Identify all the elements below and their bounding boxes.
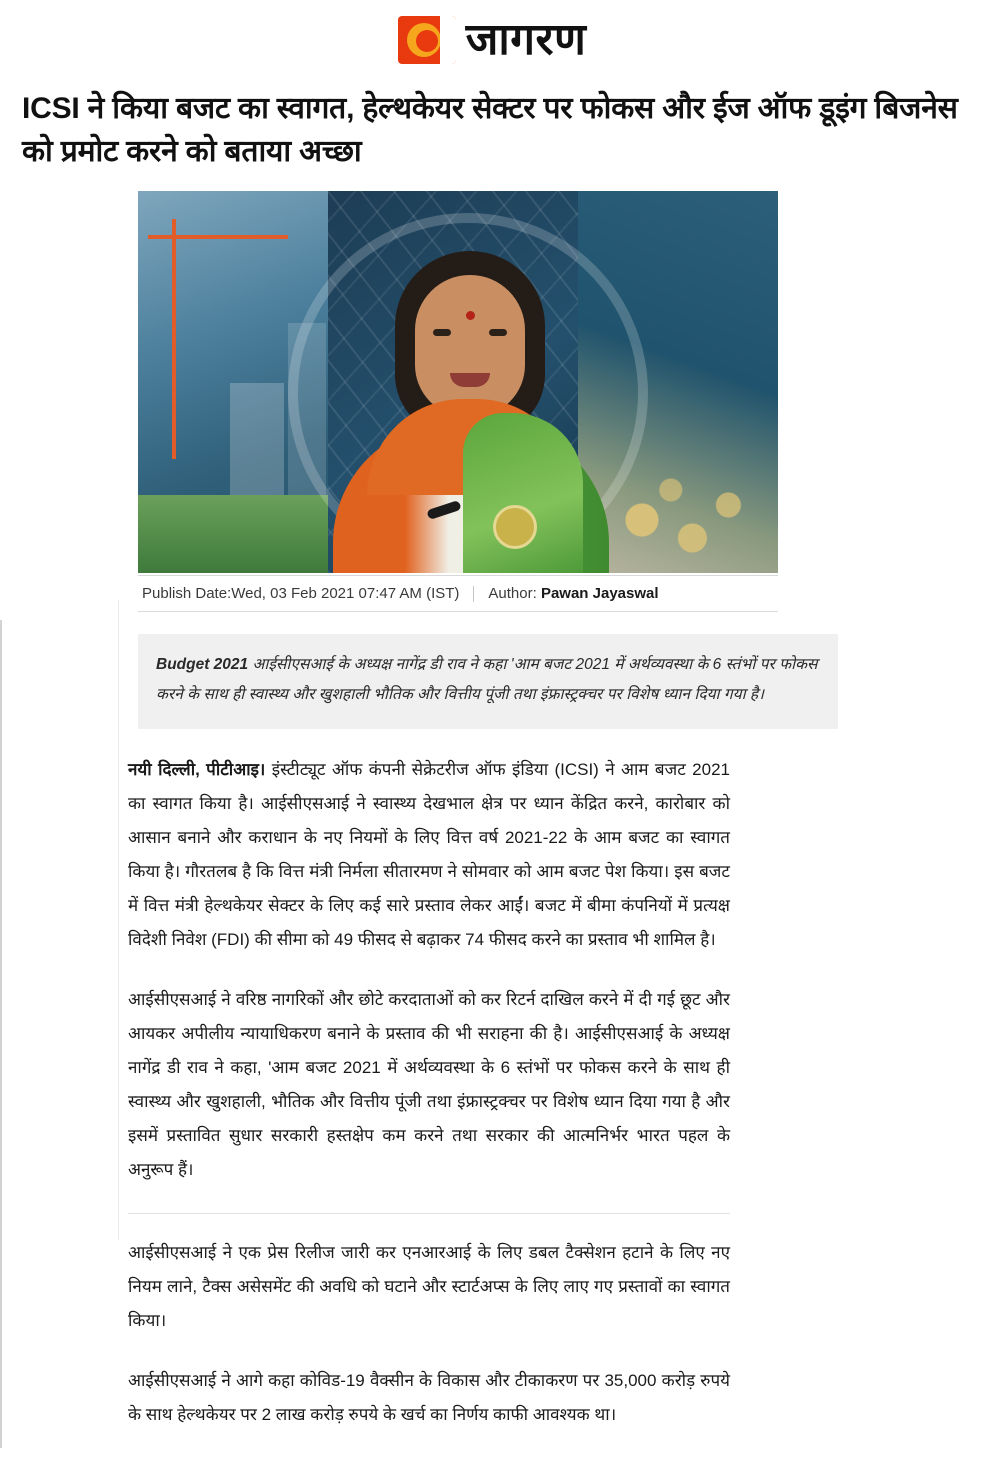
- summary-text: आईसीएसआई के अध्यक्ष नागेंद्र डी राव ने कहा 'आम बजट 2021 में अर्थव्यवस्था के 6 स्तंभों पर फोकस करने के साथ ही स्वास्थ्य और खुशहाली भौतिक और वित्तीय पूंजी तथा इंफ्रास्ट्रक्चर पर विशेष ध्यान दिया गया है।: [156, 656, 818, 704]
- paragraph-text: इंस्टीट्यूट ऑफ कंपनी सेक्रेटरीज ऑफ इंडिया (ICSI) ने आम बजट 2021 का स्वागत किया है। आईसीएसआई ने स्वास्थ्य देखभाल क्षेत्र पर ध्यान केंद्रित करने, कारोबार को आसान बनाने और कराधान के नए नियमों के लिए वित्त वर्ष 2021-22 के आम बजट का स्वागत किया है। गौरतलब है कि वित्त मंत्री निर्मला सीतारमण ने सोमवार को आम बजट पेश किया। इस बजट में वित्त मंत्री हेल्थकेयर सेक्टर के लिए कई सारे प्रस्ताव लेकर आईं। बजट में बीमा कंपनियों में प्रत्यक्ष विदेशी निवेश (FDI) की सीमा को 49 फीसद से बढ़ाकर 74 फीसद करने का प्रस्ताव भी शामिल है।: [128, 759, 731, 949]
- article-body: [128, 753, 730, 1432]
- byline: [138, 575, 778, 612]
- author-group: [488, 585, 658, 602]
- paragraph-text: आईसीएसआई ने एक प्रेस रिलीज जारी कर एनआरआई के लिए डबल टैक्सेशन हटाने के लिए नए नियम लाने, टैक्स असेसमेंट की अवधि को घटाने और स्टार्टअप्स के लिए लाए गए प्रस्तावों का स्वागत किया।: [128, 1242, 730, 1330]
- byline-divider: [473, 586, 474, 602]
- page-inner-rule: [118, 600, 119, 1240]
- portrait-nirmala-sitharaman: [323, 233, 613, 573]
- publish-date-value: Wed, 03 Feb 2021 07:47 AM (IST): [231, 585, 460, 603]
- article-paragraph: [128, 983, 730, 1187]
- publish-date-label: Publish Date:: [142, 585, 232, 603]
- site-logo-text: जागरण: [465, 15, 587, 64]
- site-logo-link[interactable]: [398, 16, 587, 64]
- jagran-swirl-logo-icon: [398, 16, 456, 64]
- article-summary: [138, 634, 838, 728]
- dateline: नयी दिल्ली, पीटीआइ।: [128, 759, 266, 779]
- summary-prefix: Budget 2021: [156, 656, 249, 674]
- hero-image: [138, 191, 778, 573]
- site-masthead: [0, 0, 984, 74]
- article-paragraph: [128, 1236, 730, 1338]
- article-paragraph: [128, 1364, 730, 1432]
- publish-date-group: [142, 585, 459, 602]
- author-name[interactable]: Pawan Jayaswal: [540, 585, 659, 603]
- paragraph-divider: [128, 1213, 730, 1214]
- paragraph-text: आईसीएसआई ने वरिष्ठ नागरिकों और छोटे करदाताओं को कर रिटर्न दाखिल करने में दी गई छूट और आयकर अपीलीय न्यायाधिकरण बनाने के प्रस्ताव की भी सराहना की है। आईसीएसआई के अध्यक्ष नागेंद्र डी राव ने कहा, 'आम बजट 2021 में अर्थव्यवस्था के 6 स्तंभों पर फोकस करने के साथ ही स्वास्थ्य और खुशहाली, भौतिक और वित्तीय पूंजी तथा इंफ्रास्ट्रक्चर पर विशेष ध्यान दिया गया है और इसमें प्रस्तावित सुधार सरकारी हस्तक्षेप कम करने तथा सरकार की आत्मनिर्भर भारत पहल के अनुरूप हैं।: [128, 989, 730, 1179]
- author-label: Author:: [488, 585, 537, 603]
- hero-block: [0, 191, 984, 612]
- paragraph-text: आईसीएसआई ने आगे कहा कोविड-19 वैक्सीन के विकास और टीकाकरण पर 35,000 करोड़ रुपये के साथ हेल्थकेयर पर 2 लाख करोड़ रुपये के खर्च का निर्णय काफी आवश्यक था।: [128, 1370, 730, 1424]
- page-edge-artifact: [0, 620, 2, 1448]
- article-paragraph: [128, 753, 730, 957]
- hero-figure: [138, 191, 778, 612]
- page-title: ICSI ने किया बजट का स्वागत, हेल्थकेयर सेक्टर पर फोकस और ईज ऑफ डूइंग बिजनेस को प्रमोट करने को बताया अच्छा: [22, 92, 958, 168]
